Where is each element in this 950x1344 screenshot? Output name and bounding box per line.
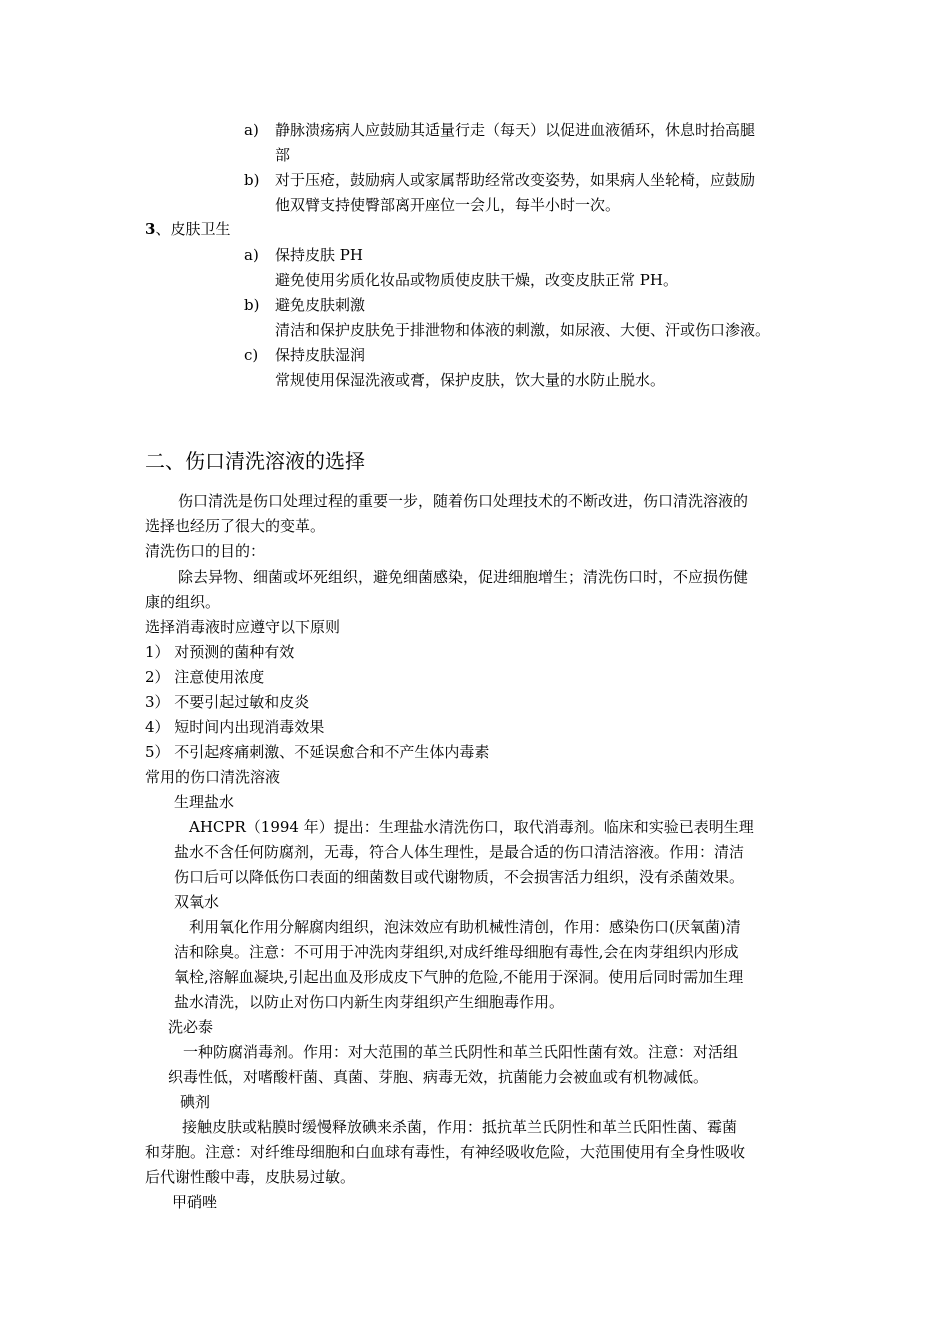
- section-heading: [145, 217, 230, 242]
- paragraph-line: 利用氧化作用分解腐肉组织，泡沫效应有助机械性清创，作用：感染伤口(厌氧菌)清: [189, 918, 741, 936]
- list-item-title: 保持皮肤湿润: [275, 346, 366, 364]
- list-item-title: 避免皮肤刺激: [275, 296, 366, 314]
- paragraph-line: 洁和除臭。注意：不可用于冲洗肉芽组织,对成纤维母细胞有毒性,会在肉芽组织内形成: [174, 943, 739, 961]
- paragraph-line: 盐水清洗，以防止对伤口内新生肉芽组织产生细胞毒作用。: [174, 993, 565, 1011]
- heading-number: 3: [145, 220, 156, 238]
- list-item-text: 对于压疮，鼓励病人或家属帮助经常改变姿势，如果病人坐轮椅，应鼓励: [275, 171, 756, 189]
- section-title: 二、伤口清洗溶液的选择: [145, 449, 365, 473]
- list-marker: c): [244, 346, 259, 364]
- paragraph-line: 伤口清洗是伤口处理过程的重要一步，随着伤口处理技术的不断改进，伤口清洗溶液的: [178, 492, 749, 510]
- solution-name: 生理盐水: [174, 793, 235, 811]
- subsection-label: 常用的伤口清洗溶液: [145, 768, 281, 786]
- subsection-label: 选择消毒液时应遵守以下原则: [145, 618, 341, 636]
- principle-item: 2） 注意使用浓度: [145, 668, 265, 686]
- paragraph-line: 和芽胞。注意：对纤维母细胞和白血球有毒性，有神经吸收危险，大范围使用有全身性吸收: [145, 1143, 746, 1161]
- list-item-text: 清洁和保护皮肤免于排泄物和体液的刺激，如尿液、大便、汗或伤口渗液。: [275, 321, 771, 339]
- paragraph-line: 氧栓,溶解血凝块,引起出血及形成皮下气肿的危险,不能用于深洞。使用后同时需加生理: [174, 968, 744, 986]
- paragraph-line: 伤口后可以降低伤口表面的细菌数目或代谢物质，不会损害活力组织，没有杀菌效果。: [174, 868, 745, 886]
- principle-item: 4） 短时间内出现消毒效果: [145, 718, 325, 736]
- list-item-text: 常规使用保湿洗液或膏，保护皮肤，饮大量的水防止脱水。: [275, 371, 666, 389]
- list-marker: a): [244, 246, 259, 264]
- solution-name: 洗必泰: [168, 1018, 214, 1036]
- list-marker: a): [244, 121, 259, 139]
- list-marker: b): [244, 296, 260, 314]
- solution-name: 甲硝唑: [172, 1193, 218, 1211]
- paragraph-line: 除去异物、细菌或坏死组织，避免细菌感染，促进细胞增生；清洗伤口时，不应损伤健: [178, 568, 749, 586]
- paragraph-line: AHCPR（1994 年）提出：生理盐水清洗伤口，取代消毒剂。临床和实验已表明生理: [189, 818, 754, 836]
- list-item-text: 他双臂支持使臀部离开座位一会儿，每半小时一次。: [275, 196, 621, 214]
- list-item-text: 静脉溃疡病人应鼓励其适量行走（每天）以促进血液循环，休息时抬高腿: [275, 121, 756, 139]
- list-item-title: 保持皮肤 PH: [275, 246, 363, 264]
- paragraph-line: 盐水不含任何防腐剂，无毒，符合人体生理性，是最合适的伤口清洁溶液。作用：清洁: [174, 843, 745, 861]
- solution-name: 碘剂: [180, 1093, 211, 1111]
- list-item-text: 避免使用劣质化妆品或物质使皮肤干燥，改变皮肤正常 PH。: [275, 271, 678, 289]
- paragraph-line: 选择也经历了很大的变革。: [145, 517, 326, 535]
- list-marker: b): [244, 171, 260, 189]
- subsection-label: 清洗伤口的目的：: [145, 542, 266, 560]
- paragraph-line: 一种防腐消毒剂。作用：对大范围的革兰氏阴性和革兰氏阳性菌有效。注意：对活组: [183, 1043, 739, 1061]
- heading-text: 、皮肤卫生: [155, 220, 231, 238]
- list-item-text: 部: [275, 146, 291, 164]
- principle-item: 1） 对预测的菌种有效: [145, 643, 295, 661]
- paragraph-line: 后代谢性酸中毒，皮肤易过敏。: [145, 1168, 356, 1186]
- principle-item: 5） 不引起疼痛刺激、不延误愈合和不产生体内毒素: [145, 743, 490, 761]
- solution-name: 双氧水: [174, 893, 220, 911]
- paragraph-line: 接触皮肤或粘膜时缓慢释放碘来杀菌，作用：抵抗革兰氏阴性和革兰氏阳性菌、霉菌: [182, 1118, 738, 1136]
- principle-item: 3） 不要引起过敏和皮炎: [145, 693, 310, 711]
- paragraph-line: 织毒性低，对嗜酸杆菌、真菌、芽胞、病毒无效，抗菌能力会被血或有机物减低。: [168, 1068, 709, 1086]
- paragraph-line: 康的组织。: [145, 593, 221, 611]
